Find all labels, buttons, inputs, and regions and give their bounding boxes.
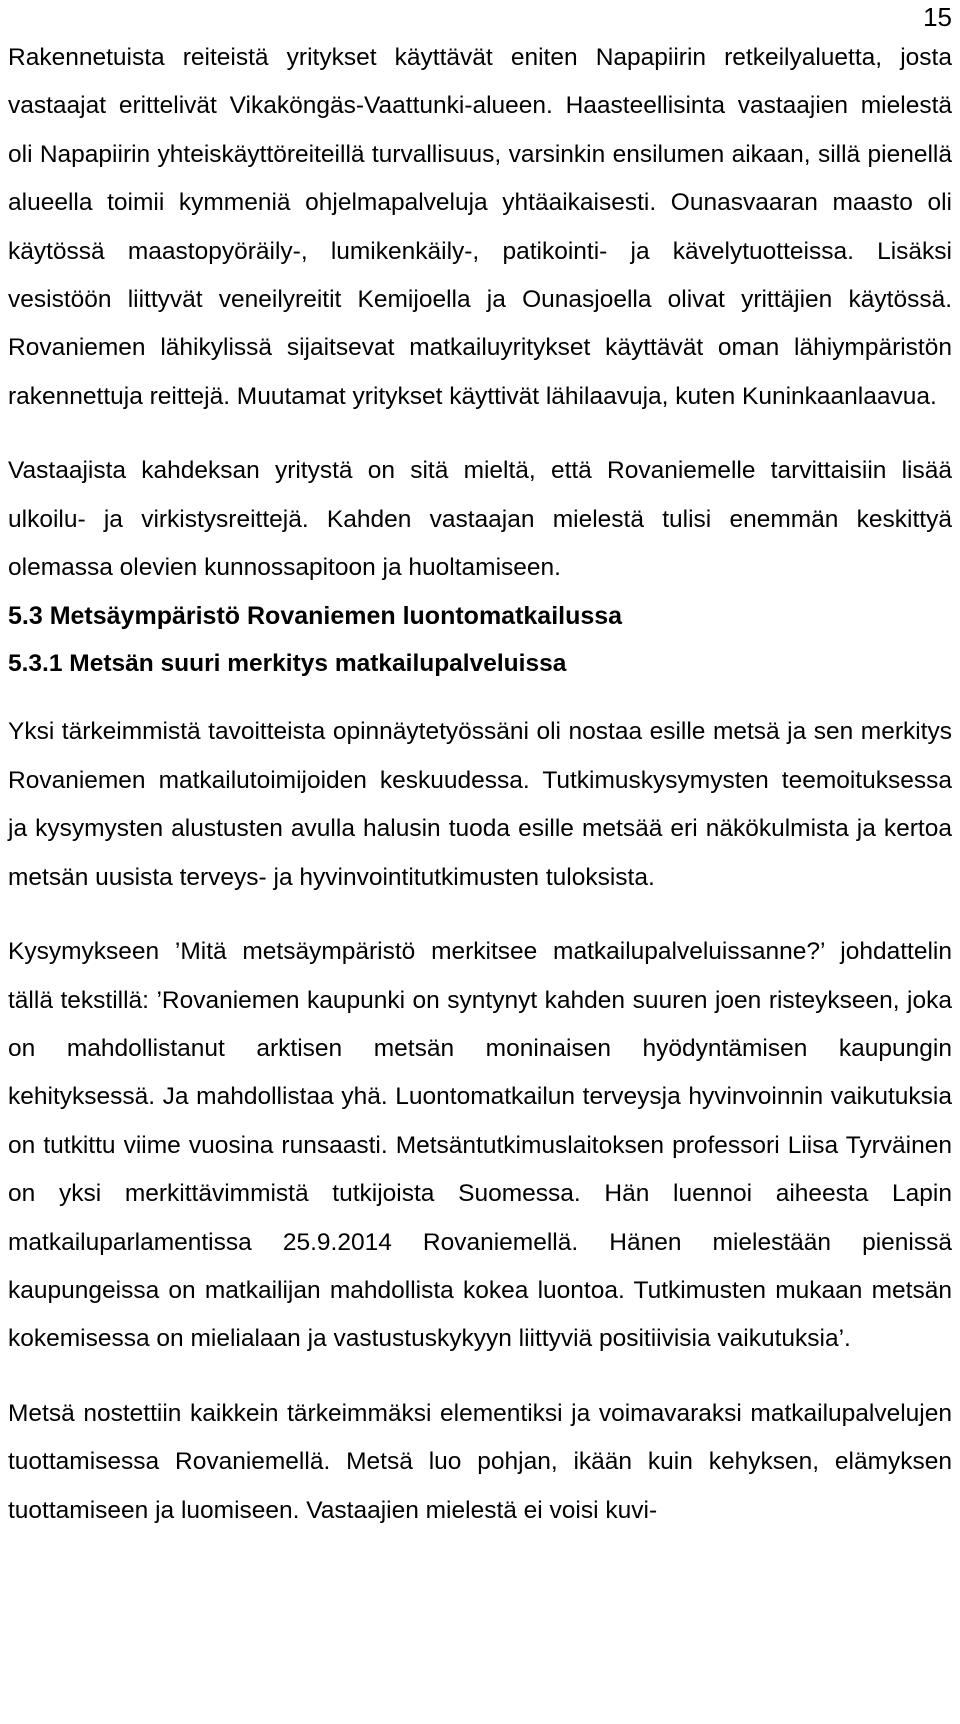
paragraph-respondents: Vastaajista kahdeksan yritystä on sitä mieltä, että Rovaniemelle tarvittaisiin lisää ulkoilu- ja virkistysreittejä. Kahden vastaajan mielestä tulisi enemmän keskittyä olemassa olevien kunnossapitoon ja huoltamiseen.	[8, 457, 952, 582]
document-body	[8, 34, 952, 1535]
paragraph-forest: Metsä nostettiin kaikkein tärkeimmäksi elementiksi ja voimavaraksi matkailupalvelujen tuottamisessa Rovaniemellä. Metsä luo pohjan, ikään kuin kehyksen, elämyksen tuottamiseen ja luomiseen. Vastaajien mielestä ei voisi kuvi-	[8, 1399, 952, 1524]
paragraph-routes: Rakennetuista reiteistä yritykset käyttävät eniten Napapiirin retkeilyaluetta, josta vastaajat erittelivät Vikaköngäs-Vaattunki-alueen. Haasteellisinta vastaajien mielestä oli Napapiirin yhteiskäyttöreiteillä turvallisuus, varsinkin ensilumen aikaan, sillä pienellä alueella toimii kymmeniä ohjelmapalveluja yhtäaikaisesti. Ounasvaaran maasto oli käytössä maastopyöräily-, lumikenkäily-, patikointi- ja kävelytuotteissa. Lisäksi vesistöön liittyvät veneilyreitit Kemijoella ja Ounasjoella olivat yrittäjien käytössä. Rovaniemen lähikylissä sijaitsevat matkailuyritykset käyttävät oman lähiympäristön rakennettuja reittejä. Muutamat yritykset käyttivät lähilaavuja, kuten Kuninkaanlaavua.	[8, 44, 952, 410]
paragraph-question: Kysymykseen ’Mitä metsäympäristö merkitsee matkailupalveluissanne?’ johdattelin tällä tekstillä: ’Rovaniemen kaupunki on syntynyt kahden suuren joen risteykseen, joka on mahdollistanut arktisen metsän moninaisen hyödyntämisen kaupungin kehityksessä. Ja mahdollistaa yhä. Luontomatkailun terveysja hyvinvoinnin vaikutuksia on tutkittu viime vuosina runsaasti. Metsäntutkimuslaitoksen professori Liisa Tyrväinen on yksi merkittävimmistä tutkijoista Suomessa. Hän luennoi aiheesta Lapin matkailuparlamentissa 25.9.2014 Rovaniemellä. Hänen mielestään pienissä kaupungeissa on matkailijan mahdollista kokea luontoa. Tutkimusten mukaan metsän kokemisessa on mielialaan ja vastustuskykyyn liittyviä positiivisia vaikutuksia’.	[8, 938, 952, 1353]
section-heading: 5.3 Metsäympäristö Rovaniemen luontomatkailussa	[8, 602, 623, 631]
page-number: 15	[923, 2, 952, 32]
subsection-heading: 5.3.1 Metsän suuri merkitys matkailupalveluissa	[8, 650, 567, 678]
paragraph-goals: Yksi tärkeimmistä tavoitteista opinnäytetyössäni oli nostaa esille metsä ja sen merkitys Rovaniemen matkailutoimijoiden keskuudessa. Tutkimuskysymysten teemoituksessa ja kysymysten alustusten avulla halusin tuoda esille metsää eri näkökulmista ja kertoa metsän uusista terveys- ja hyvinvointitutkimusten tuloksista.	[8, 718, 952, 891]
